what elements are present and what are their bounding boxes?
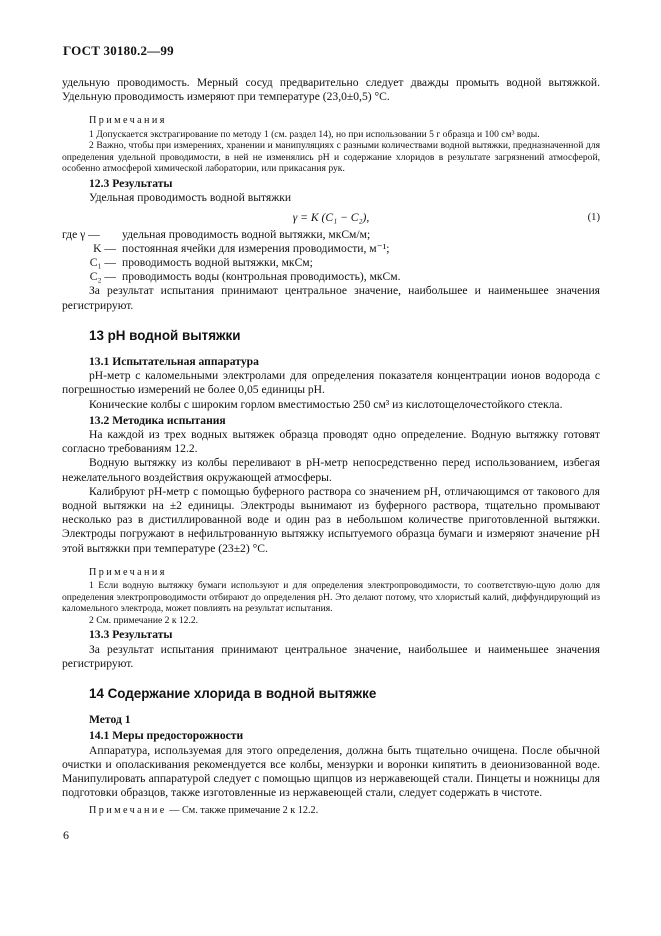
note-item: 1 Если водную вытяжку бумаги используют и для определения электропроводимости, то соответствую-щую долю для определения электропроводимости отбирают до определения pH. Это делают потому, что хлористый калий, диффундирующий из каломельного электрода, может повлиять на результат испытания. xyxy=(62,580,600,615)
section-13-3-title: 13.3 Результаты xyxy=(89,628,173,642)
note-label: Примечание xyxy=(89,805,167,817)
section-12-3-conclusion: За результат испытания принимают центральное значение, наибольшее и наименьшее значения регистрируют. xyxy=(62,284,600,312)
section-13-3-para: За результат испытания принимают центральное значение, наибольшее и наименьшее значения регистрируют. xyxy=(62,642,600,670)
where-row xyxy=(62,228,600,242)
note-item: 2 См. примечание 2 к 12.2. xyxy=(89,614,199,626)
where-row xyxy=(62,242,600,256)
where-text: проводимость водной вытяжки, мкСм; xyxy=(122,256,313,269)
where-row xyxy=(62,270,600,284)
note-text: — См. также примечание 2 к 12.2. xyxy=(166,805,319,817)
section-13-1-para: Конические колбы с широким горлом вместимостью 250 см³ из кислотощелочестойкого стекла. xyxy=(89,397,563,411)
formula xyxy=(62,211,600,225)
top-paragraph: удельную проводимость. Мерный сосуд предварительно следует дважды промыть водной вытяжкой. Удельную проводимость измеряют при температуре (23,0±0,5) °С. xyxy=(62,76,600,104)
section-13-2-para: Калибруют pH-метр с помощью буферного раствора со значением pH, отличающимся от такового для водной вытяжки на ±2 единицы. Электроды вынимают из буферного раствора, тщательно промывают несколько раз в дистиллированной воде и один раз в небольшом количестве приготовленной вытяжки. Электроды погружают в нефильтрованную вытяжку испытуемого образца бумаги и измеряют значение pH этой вытяжки при температуре (23±2) °С. xyxy=(62,484,600,555)
notes-title: Примечания xyxy=(89,115,167,127)
section-12-3-intro: Удельная проводимость водной вытяжки xyxy=(89,191,292,205)
note-item: 2 Важно, чтобы при измерениях, хранении и манипуляциях с разными количествами водной вытяжки, предназначенной для определения удельной проводимости, в ней не изменялись pH и содержание хлоридов в результате загрязнений атмосферой, особенно атмосферой химической лаборатории, или прикасания рук. xyxy=(62,140,600,175)
section-13-2-title: 13.2 Методика испытания xyxy=(89,413,226,427)
section-13-2-para: Водную вытяжку из колбы переливают в pH-метр непосредственно перед использованием, избегая нежелательного воздействия окружающей атмосферы. xyxy=(62,456,600,484)
where-row xyxy=(62,256,600,270)
where-symbol: где γ — xyxy=(62,227,100,241)
section-13-title: 13 pH водной вытяжки xyxy=(89,327,241,343)
section-13-1-para: pH-метр с каломельными электролами для определения показателя концентрации ионов водорода с погрешностью измерений не более 0,05 единицы pH. xyxy=(62,369,600,397)
inline-note xyxy=(62,804,600,818)
where-symbol: K — xyxy=(93,241,116,255)
page-number: 6 xyxy=(63,828,69,842)
notes-title: Примечания xyxy=(89,566,167,578)
section-13-2-para: На каждой из трех водных вытяжек образца проводят одно определение. Водную вытяжку готовят согласно требованиям 12.2. xyxy=(62,428,600,456)
section-13-1-title: 13.1 Испытательная аппаратура xyxy=(89,355,259,369)
formula-expression: γ = K (C₁ − C₂), xyxy=(292,211,370,225)
formula-number: (1) xyxy=(587,212,600,224)
where-text: проводимость воды (контрольная проводимость), мкСм. xyxy=(122,270,401,284)
where-text: постоянная ячейки для измерения проводимости, м⁻¹; xyxy=(122,241,390,255)
section-14-1-para: Аппаратура, используемая для этого определения, должна быть тщательно очищена. После обычной очистки и ополаскивания рекомендуется все колбы, мензурки и воронки кипятить в деионизованной воде. Манипулировать аппаратурой следует с помощью щипцов из нержавеющей стали. Пинцеты и ножницы для подготовки образцов, также изготовленные из нержавеющей стали, следует содержать в чистоте. xyxy=(62,743,600,800)
method-title: Метод 1 xyxy=(89,713,131,727)
section-14-title: 14 Содержание хлорида в водной вытяжке xyxy=(89,686,377,702)
note-item: 1 Допускается экстрагирование по методу 1 (см. раздел 14), но при использовании 5 г образца и 100 см³ воды. xyxy=(89,128,540,140)
document-code: ГОСТ 30180.2—99 xyxy=(63,43,174,58)
page-body xyxy=(62,76,600,819)
section-12-3-title: 12.3 Результаты xyxy=(89,176,173,190)
where-text: удельная проводимость водной вытяжки, мкСм/м; xyxy=(122,227,371,241)
where-symbol: C₂ — xyxy=(89,270,116,284)
section-14-1-title: 14.1 Меры предосторожности xyxy=(89,729,244,743)
where-symbol: C₁ — xyxy=(89,256,116,269)
